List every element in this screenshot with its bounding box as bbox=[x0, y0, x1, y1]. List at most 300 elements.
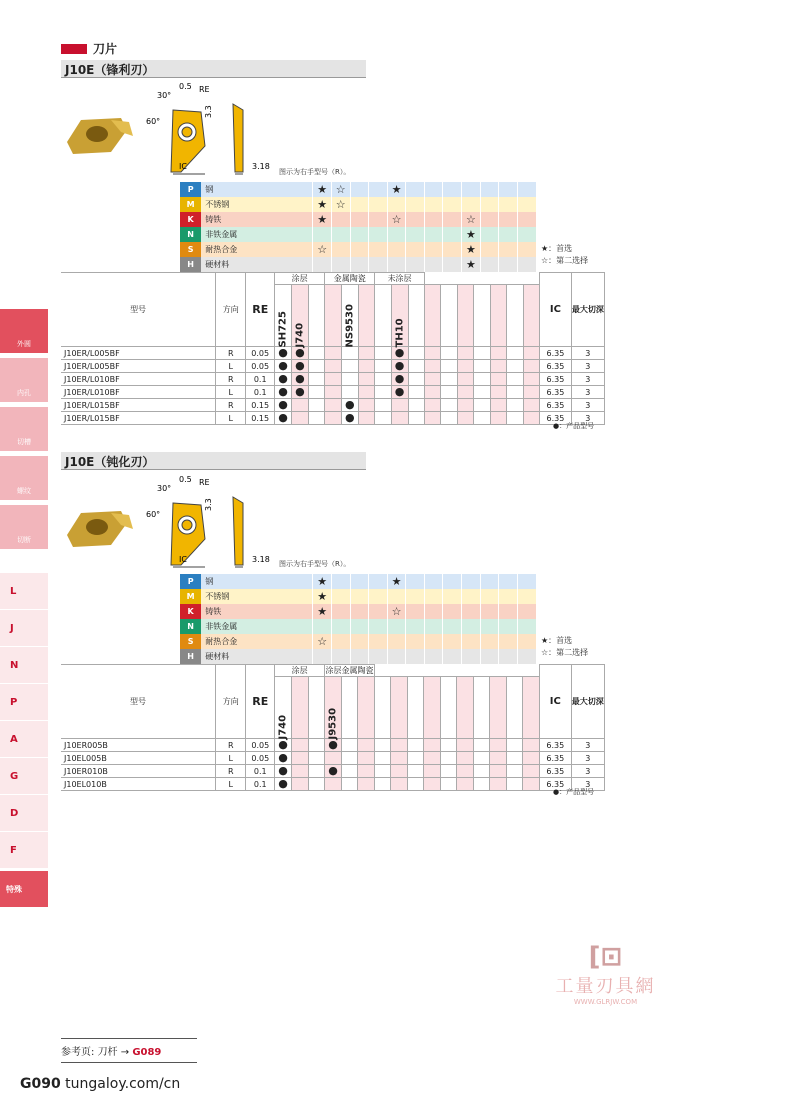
ic-cell: 6.35 bbox=[540, 360, 572, 373]
material-code: M bbox=[180, 589, 201, 604]
stock-cell bbox=[308, 739, 325, 752]
stock-cell bbox=[408, 399, 424, 412]
material-mark bbox=[443, 197, 462, 212]
svg-text:0.5: 0.5 bbox=[179, 82, 192, 91]
stock-cell: ● bbox=[275, 752, 292, 765]
col-model: 型号 bbox=[61, 273, 216, 347]
stock-cell bbox=[424, 347, 440, 360]
header-bar bbox=[61, 44, 87, 54]
material-mark bbox=[331, 227, 350, 242]
material-mark bbox=[517, 197, 536, 212]
direction-cell: L bbox=[216, 412, 246, 425]
svg-text:30°: 30° bbox=[157, 484, 172, 493]
grade-header-J740: J740 bbox=[291, 285, 308, 347]
stock-cell bbox=[523, 399, 539, 412]
direction-cell: R bbox=[216, 399, 246, 412]
grade-header-J9530: J9530 bbox=[325, 677, 342, 739]
stock-cell bbox=[308, 412, 324, 425]
model-cell: J10ER005B bbox=[61, 739, 216, 752]
model-cell: J10ER/L015BF bbox=[61, 412, 216, 425]
material-mark bbox=[443, 634, 462, 649]
direction-cell: L bbox=[216, 386, 246, 399]
material-mark bbox=[406, 212, 425, 227]
page-header bbox=[61, 40, 117, 57]
material-mark bbox=[480, 212, 499, 227]
svg-text:60°: 60° bbox=[146, 510, 161, 519]
col-direction: 方向 bbox=[216, 273, 246, 347]
material-mark bbox=[406, 182, 425, 197]
material-mark bbox=[499, 634, 518, 649]
stock-cell bbox=[291, 399, 308, 412]
depth-cell: 3 bbox=[571, 360, 604, 373]
stock-cell bbox=[341, 765, 358, 778]
material-mark bbox=[369, 257, 388, 272]
material-mark: ★ bbox=[313, 574, 332, 589]
stock-cell bbox=[341, 347, 358, 360]
stock-cell bbox=[490, 778, 507, 791]
material-mark bbox=[387, 619, 406, 634]
stock-cell bbox=[374, 778, 391, 791]
material-mark bbox=[443, 227, 462, 242]
material-mark bbox=[517, 257, 536, 272]
svg-text:RE: RE bbox=[199, 85, 210, 94]
col-coated: 涂层 bbox=[275, 273, 325, 285]
insert-side-view-icon bbox=[233, 104, 243, 174]
material-code: H bbox=[180, 649, 201, 664]
material-mark bbox=[499, 257, 518, 272]
material-mark: ★ bbox=[462, 257, 481, 272]
letter-tab-P[interactable]: P bbox=[0, 684, 48, 720]
col-cermet: 金属陶瓷 bbox=[325, 273, 375, 285]
material-mark: ☆ bbox=[331, 197, 350, 212]
table-row bbox=[61, 739, 605, 752]
material-mark bbox=[462, 574, 481, 589]
material-mark bbox=[517, 604, 536, 619]
material-table-2 bbox=[180, 574, 536, 664]
stock-cell bbox=[408, 386, 424, 399]
stock-cell bbox=[341, 386, 358, 399]
table-row bbox=[61, 765, 605, 778]
material-mark bbox=[406, 197, 425, 212]
stock-cell bbox=[424, 399, 440, 412]
letter-tab-G[interactable]: G bbox=[0, 758, 48, 794]
material-row-S bbox=[180, 634, 536, 649]
material-mark: ★ bbox=[462, 227, 481, 242]
col-direction: 方向 bbox=[216, 665, 246, 739]
material-mark bbox=[424, 574, 443, 589]
re-cell: 0.05 bbox=[246, 360, 275, 373]
stock-cell bbox=[523, 739, 540, 752]
material-mark bbox=[350, 634, 369, 649]
material-mark bbox=[350, 574, 369, 589]
material-mark bbox=[517, 182, 536, 197]
stock-cell bbox=[490, 373, 506, 386]
material-mark bbox=[406, 589, 425, 604]
side-tab-0[interactable]: 外圆 bbox=[0, 309, 48, 353]
material-mark bbox=[480, 197, 499, 212]
material-mark: ☆ bbox=[462, 212, 481, 227]
ic-cell: 6.35 bbox=[540, 373, 572, 386]
stock-cell bbox=[341, 752, 358, 765]
stock-cell: ● bbox=[325, 739, 342, 752]
stock-cell: ● bbox=[275, 373, 292, 386]
svg-text:30°: 30° bbox=[157, 91, 172, 100]
stock-cell bbox=[374, 765, 391, 778]
stock-cell bbox=[358, 373, 374, 386]
material-mark bbox=[387, 197, 406, 212]
material-mark: ★ bbox=[313, 604, 332, 619]
stock-cell bbox=[457, 752, 474, 765]
svg-text:RE: RE bbox=[199, 478, 210, 487]
material-mark bbox=[331, 212, 350, 227]
insert-drawing-2 bbox=[61, 473, 286, 583]
re-cell: 0.05 bbox=[246, 347, 275, 360]
material-mark: ☆ bbox=[387, 604, 406, 619]
stock-cell bbox=[358, 765, 375, 778]
caption: 图示为右手型号（R）。 bbox=[279, 168, 351, 176]
page-footer bbox=[20, 1076, 180, 1092]
material-mark bbox=[313, 619, 332, 634]
ic-cell: 6.35 bbox=[539, 739, 571, 752]
material-name: 非铁金属 bbox=[205, 622, 238, 631]
side-tab-4[interactable]: 切断 bbox=[0, 505, 48, 549]
stock-cell bbox=[506, 739, 523, 752]
material-mark bbox=[517, 227, 536, 242]
material-mark bbox=[499, 619, 518, 634]
material-mark bbox=[387, 634, 406, 649]
stock-cell bbox=[441, 386, 457, 399]
material-mark bbox=[387, 649, 406, 664]
material-mark bbox=[350, 242, 369, 257]
material-table-1 bbox=[180, 182, 536, 272]
material-mark: ☆ bbox=[313, 634, 332, 649]
material-name: 硬材料 bbox=[205, 260, 230, 269]
ic-cell: 6.35 bbox=[540, 347, 572, 360]
stock-cell bbox=[358, 739, 375, 752]
stock-cell bbox=[424, 778, 441, 791]
re-cell: 0.1 bbox=[246, 386, 275, 399]
col-uncoated: 未涂层 bbox=[375, 273, 425, 285]
material-mark bbox=[369, 619, 388, 634]
material-mark bbox=[387, 257, 406, 272]
svg-text:60°: 60° bbox=[146, 117, 161, 126]
material-mark bbox=[406, 227, 425, 242]
depth-cell: 3 bbox=[571, 778, 604, 791]
stock-cell bbox=[391, 739, 408, 752]
stock-cell bbox=[408, 373, 424, 386]
letter-tab-special[interactable]: 特殊 bbox=[0, 871, 48, 907]
stock-cell bbox=[325, 778, 342, 791]
grade-header-J740: J740 bbox=[275, 677, 292, 739]
material-mark bbox=[517, 649, 536, 664]
material-mark bbox=[406, 649, 425, 664]
watermark-logo: [⊡ 工量刃具網 WWW.GLRJW.COM bbox=[555, 942, 656, 1006]
stock-cell: ● bbox=[391, 373, 408, 386]
material-mark bbox=[480, 257, 499, 272]
stock-cell bbox=[490, 399, 506, 412]
stock-cell bbox=[523, 386, 539, 399]
stock-cell: ● bbox=[391, 386, 408, 399]
depth-cell: 3 bbox=[571, 739, 604, 752]
insert-front-view-icon bbox=[171, 110, 205, 174]
ic-cell: 6.35 bbox=[539, 752, 571, 765]
stock-cell bbox=[424, 739, 441, 752]
re-cell: 0.15 bbox=[246, 399, 275, 412]
grade-header-SH725: SH725 bbox=[275, 285, 292, 347]
material-mark bbox=[499, 212, 518, 227]
material-mark bbox=[517, 619, 536, 634]
material-row-S bbox=[180, 242, 536, 257]
material-mark bbox=[424, 604, 443, 619]
stock-cell: ● bbox=[341, 399, 358, 412]
stock-cell: ● bbox=[275, 765, 292, 778]
material-mark bbox=[462, 604, 481, 619]
material-mark bbox=[517, 242, 536, 257]
material-mark bbox=[406, 634, 425, 649]
material-mark bbox=[499, 182, 518, 197]
material-mark bbox=[517, 634, 536, 649]
material-mark bbox=[443, 182, 462, 197]
material-mark bbox=[462, 619, 481, 634]
material-mark bbox=[313, 649, 332, 664]
material-mark bbox=[443, 589, 462, 604]
stock-cell bbox=[325, 360, 341, 373]
material-mark bbox=[369, 212, 388, 227]
material-mark bbox=[480, 619, 499, 634]
stock-cell bbox=[375, 360, 391, 373]
stock-cell bbox=[358, 347, 374, 360]
stock-cell bbox=[474, 360, 490, 373]
col-ic: IC bbox=[539, 665, 571, 739]
stock-cell: ● bbox=[291, 360, 308, 373]
stock-cell bbox=[341, 739, 358, 752]
stock-cell bbox=[292, 765, 309, 778]
model-cell: J10ER010B bbox=[61, 765, 216, 778]
material-name: 钢 bbox=[205, 577, 214, 586]
letter-tab-N[interactable]: N bbox=[0, 647, 48, 683]
model-cell: J10ER/L005BF bbox=[61, 347, 216, 360]
stock-cell bbox=[507, 373, 523, 386]
stock-cell bbox=[523, 347, 539, 360]
material-mark bbox=[517, 574, 536, 589]
insert-photo-icon bbox=[67, 511, 133, 547]
ic-cell: 6.35 bbox=[540, 412, 572, 425]
stock-cell bbox=[490, 360, 506, 373]
material-mark bbox=[350, 212, 369, 227]
note: ●：产品型号 bbox=[553, 422, 595, 430]
depth-cell: 3 bbox=[571, 386, 604, 399]
material-mark bbox=[387, 242, 406, 257]
col-ic: IC bbox=[540, 273, 572, 347]
material-mark bbox=[331, 589, 350, 604]
material-mark bbox=[424, 589, 443, 604]
stock-cell bbox=[407, 752, 424, 765]
svg-text:IC: IC bbox=[179, 162, 187, 171]
col-coated: 涂层 bbox=[275, 665, 325, 677]
material-row-N bbox=[180, 619, 536, 634]
material-mark: ★ bbox=[387, 182, 406, 197]
material-name: 耐热合金 bbox=[205, 245, 238, 254]
stock-cell bbox=[375, 386, 391, 399]
stock-cell bbox=[391, 752, 408, 765]
stock-cell bbox=[523, 778, 540, 791]
material-mark: ★ bbox=[313, 182, 332, 197]
stock-cell bbox=[424, 360, 440, 373]
stock-cell bbox=[457, 360, 473, 373]
stock-cell bbox=[457, 765, 474, 778]
depth-cell: 3 bbox=[571, 765, 604, 778]
letter-tab-A[interactable]: A bbox=[0, 721, 48, 757]
stock-cell: ● bbox=[291, 347, 308, 360]
model-cell: J10ER/L010BF bbox=[61, 386, 216, 399]
stock-cell bbox=[325, 399, 341, 412]
stock-cell bbox=[358, 752, 375, 765]
ic-cell: 6.35 bbox=[540, 386, 572, 399]
stock-cell bbox=[292, 739, 309, 752]
re-cell: 0.15 bbox=[246, 412, 275, 425]
note: ●：产品型号 bbox=[553, 788, 595, 796]
stock-cell bbox=[424, 412, 440, 425]
material-mark bbox=[517, 589, 536, 604]
material-row-M bbox=[180, 589, 536, 604]
model-cell: J10EL010B bbox=[61, 778, 216, 791]
material-name: 铸铁 bbox=[205, 607, 222, 616]
letter-tab-D[interactable]: D bbox=[0, 795, 48, 831]
stock-cell bbox=[325, 347, 341, 360]
material-mark bbox=[424, 242, 443, 257]
material-mark: ☆ bbox=[331, 182, 350, 197]
stock-cell: ● bbox=[275, 347, 292, 360]
stock-cell bbox=[308, 360, 324, 373]
material-mark bbox=[369, 649, 388, 664]
stock-cell: ● bbox=[291, 386, 308, 399]
direction-cell: L bbox=[216, 778, 246, 791]
stock-cell bbox=[325, 412, 341, 425]
stock-cell bbox=[358, 399, 374, 412]
material-mark bbox=[331, 242, 350, 257]
material-mark: ★ bbox=[462, 242, 481, 257]
letter-tab-F[interactable]: F bbox=[0, 832, 48, 868]
material-mark bbox=[443, 604, 462, 619]
stock-cell bbox=[523, 412, 539, 425]
material-mark bbox=[499, 649, 518, 664]
material-mark bbox=[387, 589, 406, 604]
letter-tab-J[interactable]: J bbox=[0, 610, 48, 646]
material-mark bbox=[499, 242, 518, 257]
material-mark bbox=[350, 589, 369, 604]
stock-cell bbox=[507, 386, 523, 399]
material-mark bbox=[313, 257, 332, 272]
stock-cell bbox=[506, 778, 523, 791]
material-mark bbox=[443, 257, 462, 272]
stock-cell bbox=[308, 399, 324, 412]
material-name: 非铁金属 bbox=[205, 230, 238, 239]
side-tab-1[interactable]: 内孔 bbox=[0, 358, 48, 402]
ref-link[interactable]: G089 bbox=[132, 1047, 162, 1058]
col-maxdepth: 最大切深 bbox=[571, 665, 604, 739]
material-mark bbox=[480, 574, 499, 589]
material-mark bbox=[462, 589, 481, 604]
material-code: N bbox=[180, 227, 201, 242]
stock-cell bbox=[474, 373, 490, 386]
model-cell: J10EL005B bbox=[61, 752, 216, 765]
table-row bbox=[61, 386, 605, 399]
material-mark bbox=[480, 604, 499, 619]
stock-cell bbox=[341, 360, 358, 373]
stock-cell bbox=[441, 347, 457, 360]
material-code: P bbox=[180, 574, 201, 589]
material-mark bbox=[424, 197, 443, 212]
stock-cell bbox=[308, 778, 325, 791]
letter-tab-L[interactable]: L bbox=[0, 573, 48, 609]
stock-cell bbox=[308, 765, 325, 778]
material-mark bbox=[480, 182, 499, 197]
material-mark bbox=[313, 227, 332, 242]
side-tab-2[interactable]: 切槽 bbox=[0, 407, 48, 451]
stock-cell bbox=[408, 347, 424, 360]
re-cell: 0.05 bbox=[246, 752, 275, 765]
stock-cell: ● bbox=[275, 399, 292, 412]
stock-cell bbox=[424, 765, 441, 778]
grade-header-NS9530: NS9530 bbox=[341, 285, 358, 347]
material-mark bbox=[499, 589, 518, 604]
material-name: 钢 bbox=[205, 185, 214, 194]
material-mark: ☆ bbox=[387, 212, 406, 227]
material-mark bbox=[443, 212, 462, 227]
col-model: 型号 bbox=[61, 665, 216, 739]
stock-cell: ● bbox=[275, 386, 292, 399]
stock-cell bbox=[457, 778, 474, 791]
stock-cell bbox=[457, 739, 474, 752]
stock-cell bbox=[440, 765, 457, 778]
ic-cell: 6.35 bbox=[539, 765, 571, 778]
stock-cell bbox=[358, 360, 374, 373]
material-name: 不锈钢 bbox=[205, 592, 230, 601]
material-mark bbox=[369, 197, 388, 212]
stock-cell bbox=[375, 412, 391, 425]
table-row bbox=[61, 412, 605, 425]
side-tab-3[interactable]: 螺纹 bbox=[0, 456, 48, 500]
material-name: 铸铁 bbox=[205, 215, 222, 224]
stock-cell bbox=[523, 765, 540, 778]
material-mark bbox=[406, 619, 425, 634]
stock-cell bbox=[506, 752, 523, 765]
stock-cell bbox=[292, 752, 309, 765]
depth-cell: 3 bbox=[571, 347, 604, 360]
direction-cell: R bbox=[216, 373, 246, 386]
stock-cell bbox=[375, 347, 391, 360]
reference-page: 参考页: 刀杆 → G089 bbox=[61, 1038, 197, 1063]
material-mark bbox=[369, 604, 388, 619]
material-mark bbox=[462, 182, 481, 197]
re-cell: 0.1 bbox=[246, 373, 275, 386]
stock-cell: ● bbox=[275, 360, 292, 373]
stock-cell bbox=[325, 386, 341, 399]
section-title-honed: J10E（钝化刃） bbox=[61, 452, 366, 470]
insert-front-view-icon bbox=[171, 503, 205, 567]
site-url[interactable]: tungaloy.com/cn bbox=[65, 1076, 181, 1092]
material-mark bbox=[480, 634, 499, 649]
stock-cell: ● bbox=[325, 765, 342, 778]
material-mark: ★ bbox=[387, 574, 406, 589]
material-name: 不锈钢 bbox=[205, 200, 230, 209]
stock-cell bbox=[474, 347, 490, 360]
product-table-2 bbox=[61, 664, 605, 791]
material-mark bbox=[499, 227, 518, 242]
material-mark bbox=[369, 589, 388, 604]
material-mark bbox=[462, 649, 481, 664]
stock-cell bbox=[473, 739, 490, 752]
